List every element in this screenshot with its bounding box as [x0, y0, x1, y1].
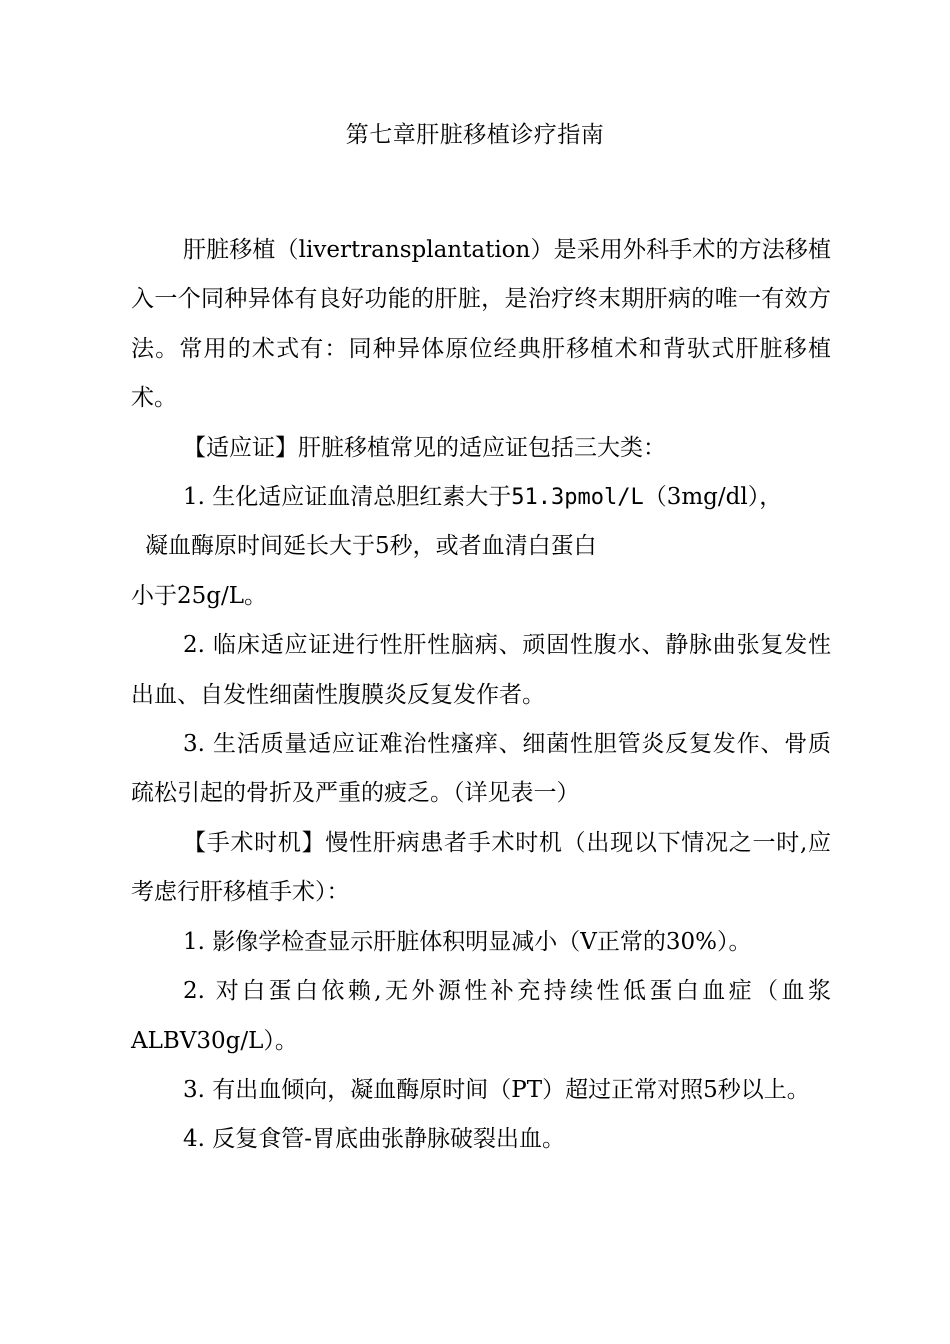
intro-paragraph: 肝脏移植（livertransplantation）是采用外科手术的方法移植入一个同种异体有良好功能的肝脏，是治疗终末期肝病的唯一有效方法。常用的术式有：同种异体原位经典肝移植术和背驮式肝脏移植术。 [131, 237, 831, 412]
indication-item-quality-of-life: 3. 生活质量适应证难治性瘙痒、细菌性胆管炎反复发作、骨质疏松引起的骨折及严重的疲乏。（详见表一） [131, 731, 831, 807]
document-body [131, 226, 831, 1165]
bilirubin-value: 51.3pmol/L [511, 485, 644, 511]
indication-item-biochemical-line3: 小于25g/L。 [131, 582, 268, 609]
timing-item-bleeding: 3. 有出血倾向，凝血酶原时间（PT）超过正常对照5秒以上。 [183, 1076, 810, 1103]
indications-heading: 【适应证】肝脏移植常见的适应证包括三大类： [183, 434, 666, 461]
timing-item-imaging: 1. 影像学检查显示肝脏体积明显减小（V正常的30%）。 [183, 928, 752, 955]
chapter-title: 第七章肝脏移植诊疗指南 [345, 122, 605, 148]
indication-item-clinical: 2. 临床适应证进行性肝性脑病、顽固性腹水、静脉曲张复发性出血、自发性细菌性腹膜炎反复发作者。 [131, 632, 831, 708]
timing-item-albumin: 2. 对白蛋白依赖,无外源性补充持续性低蛋白血症（血浆ALBV30g/L）。 [131, 978, 831, 1054]
indication-item-biochemical-part1: 1. 生化适应证血清总胆红素大于 [183, 484, 512, 511]
indication-item-biochemical [131, 473, 831, 572]
timing-item-varices: 4. 反复食管-胃底曲张静脉破裂出血。 [183, 1126, 566, 1153]
timing-heading: 【手术时机】慢性肝病患者手术时机（出现以下情况之一时,应考虑行肝移植手术）： [131, 829, 831, 906]
indication-item-biochemical-line2: 凝血酶原时间延长大于5秒，或者血清白蛋白 [145, 533, 597, 560]
indication-item-biochemical-part2: （3mg/dl）， [643, 484, 783, 511]
